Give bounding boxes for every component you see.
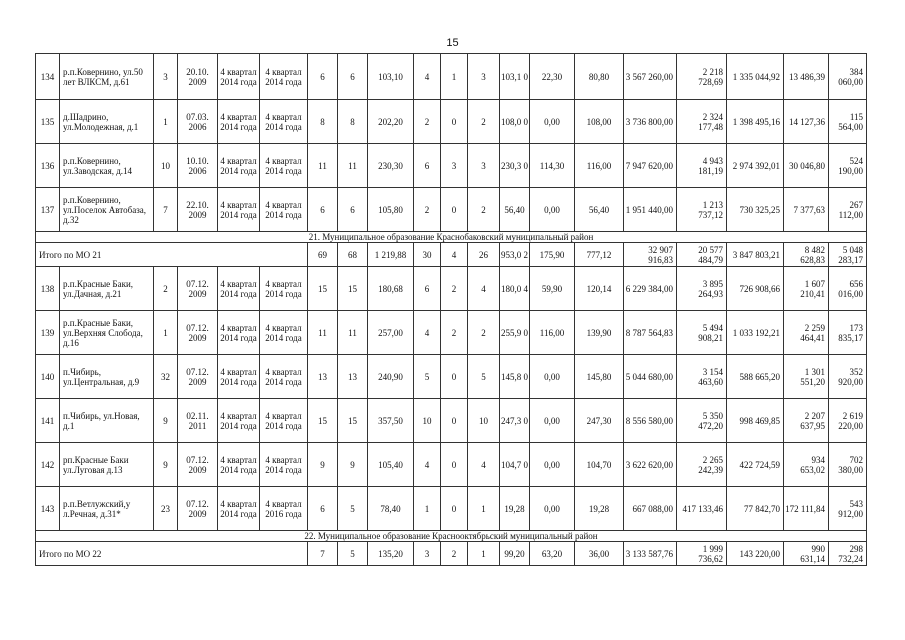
total-value-cell: 68 (338, 243, 368, 267)
value-cell: 56,40 (575, 188, 624, 232)
value-cell: 0 (441, 100, 468, 144)
value-cell: 0 (441, 188, 468, 232)
table-row (36, 188, 867, 232)
total-value-cell: 5 048 283,17 (829, 243, 867, 267)
value-cell: 2 (441, 267, 468, 311)
value-cell: 6 (308, 487, 338, 531)
date-cell: 07.12. 2009 (178, 267, 218, 311)
value-cell: 15 (308, 399, 338, 443)
section-title-row (36, 531, 867, 542)
value-cell: 6 (308, 188, 338, 232)
value-cell: 56,40 (500, 188, 530, 232)
cell: 1 (154, 100, 178, 144)
value-cell: 524 190,00 (829, 144, 867, 188)
value-cell: 5 (468, 355, 500, 399)
value-cell: 108,0 0 (500, 100, 530, 144)
date-cell: 20.10. 2009 (178, 54, 218, 100)
total-value-cell: 5 (338, 542, 368, 566)
value-cell: 0,00 (530, 487, 575, 531)
period-cell: 4 квартал 2014 года (260, 144, 308, 188)
value-cell: 4 (468, 443, 500, 487)
value-cell: 2 974 392,01 (727, 144, 784, 188)
cell: 1 (154, 311, 178, 355)
value-cell: 10 (468, 399, 500, 443)
value-cell: 2 (414, 188, 441, 232)
value-cell: 11 (308, 311, 338, 355)
period-cell: 4 квартал 2014 года (218, 100, 260, 144)
value-cell: 3 895 264,93 (677, 267, 727, 311)
value-cell: 2 324 177,48 (677, 100, 727, 144)
value-cell: 6 (414, 144, 441, 188)
total-row (36, 243, 867, 267)
value-cell: 2 (468, 100, 500, 144)
value-cell: 103,10 (368, 54, 414, 100)
value-cell: 180,68 (368, 267, 414, 311)
table-row (36, 54, 867, 100)
value-cell: 1 951 440,00 (624, 188, 677, 232)
value-cell: 417 133,46 (677, 487, 727, 531)
value-cell: 4 (414, 54, 441, 100)
address-cell: р.п.Ковернино, ул.50 лет ВЛКСМ, д.61 (60, 54, 154, 100)
value-cell: 105,80 (368, 188, 414, 232)
value-cell: 10 (414, 399, 441, 443)
value-cell: 4 (414, 311, 441, 355)
date-cell: 07.12. 2009 (178, 443, 218, 487)
row-number: 140 (36, 355, 60, 399)
value-cell: 2 (468, 311, 500, 355)
period-cell: 4 квартал 2014 года (260, 355, 308, 399)
value-cell: 6 (338, 188, 368, 232)
section-title: 22. Муниципальное образование Краснооктябрьский муниципальный район (36, 531, 867, 542)
date-cell: 02.11. 2011 (178, 399, 218, 443)
value-cell: 357,50 (368, 399, 414, 443)
value-cell: 5 494 908,21 (677, 311, 727, 355)
table-row (36, 311, 867, 355)
value-cell: 8 787 564,83 (624, 311, 677, 355)
value-cell: 202,20 (368, 100, 414, 144)
value-cell: 11 (338, 144, 368, 188)
value-cell: 13 (308, 355, 338, 399)
row-number: 137 (36, 188, 60, 232)
address-cell: р.п.Ковернино, ул.Заводская, д.14 (60, 144, 154, 188)
address-cell: рп.Красные Баки ул.Луговая д.13 (60, 443, 154, 487)
value-cell: 7 377,63 (784, 188, 829, 232)
value-cell: 15 (338, 399, 368, 443)
value-cell: 2 259 464,41 (784, 311, 829, 355)
period-cell: 4 квартал 2014 года (218, 399, 260, 443)
row-number: 141 (36, 399, 60, 443)
value-cell: 1 398 495,16 (727, 100, 784, 144)
cell: 2 (154, 267, 178, 311)
value-cell: 1 033 192,21 (727, 311, 784, 355)
value-cell: 0 (441, 355, 468, 399)
total-value-cell: 2 (441, 542, 468, 566)
value-cell: 19,28 (575, 487, 624, 531)
total-value-cell: 143 220,00 (727, 542, 784, 566)
period-cell: 4 квартал 2014 года (218, 355, 260, 399)
address-cell: д.Шадрино, ул.Молодежная, д.1 (60, 100, 154, 144)
value-cell: 230,3 0 (500, 144, 530, 188)
address-cell: п.Чибирь, ул.Центральная, д.9 (60, 355, 154, 399)
total-value-cell: 8 482 628,83 (784, 243, 829, 267)
total-value-cell: 777,12 (575, 243, 624, 267)
value-cell: 730 325,25 (727, 188, 784, 232)
value-cell: 104,7 0 (500, 443, 530, 487)
cell: 3 (154, 54, 178, 100)
total-row (36, 542, 867, 566)
value-cell: 998 469,85 (727, 399, 784, 443)
value-cell: 257,00 (368, 311, 414, 355)
value-cell: 352 920,00 (829, 355, 867, 399)
table-row (36, 100, 867, 144)
value-cell: 3 (441, 144, 468, 188)
table-row (36, 443, 867, 487)
value-cell: 30 046,80 (784, 144, 829, 188)
total-value-cell: 3 (414, 542, 441, 566)
period-cell: 4 квартал 2014 года (218, 487, 260, 531)
period-cell: 4 квартал 2014 года (218, 54, 260, 100)
value-cell: 3 567 260,00 (624, 54, 677, 100)
total-label: Итого по МО 21 (36, 243, 308, 267)
date-cell: 07.12. 2009 (178, 487, 218, 531)
cell: 10 (154, 144, 178, 188)
value-cell: 1 335 044,92 (727, 54, 784, 100)
section-title-row (36, 232, 867, 243)
value-cell: 3 736 800,00 (624, 100, 677, 144)
total-label: Итого по МО 22 (36, 542, 308, 566)
value-cell: 103,1 0 (500, 54, 530, 100)
value-cell: 4 (414, 443, 441, 487)
value-cell: 0 (441, 443, 468, 487)
value-cell: 240,90 (368, 355, 414, 399)
value-cell: 1 607 210,41 (784, 267, 829, 311)
period-cell: 4 квартал 2014 года (260, 54, 308, 100)
value-cell: 0,00 (530, 188, 575, 232)
value-cell: 77 842,70 (727, 487, 784, 531)
period-cell: 4 квартал 2014 года (218, 144, 260, 188)
total-value-cell: 135,20 (368, 542, 414, 566)
total-value-cell: 1 219,88 (368, 243, 414, 267)
value-cell: 114,30 (530, 144, 575, 188)
cell: 9 (154, 443, 178, 487)
total-value-cell: 26 (468, 243, 500, 267)
table-row (36, 267, 867, 311)
value-cell: 180,0 4 (500, 267, 530, 311)
value-cell: 1 (414, 487, 441, 531)
value-cell: 0,00 (530, 443, 575, 487)
section-title: 21. Муниципальное образование Краснобаковский муниципальный район (36, 232, 867, 243)
value-cell: 14 127,36 (784, 100, 829, 144)
value-cell: 4 (468, 267, 500, 311)
value-cell: 5 044 680,00 (624, 355, 677, 399)
table-row (36, 487, 867, 531)
value-cell: 255,9 0 (500, 311, 530, 355)
value-cell: 3 (468, 54, 500, 100)
value-cell: 120,14 (575, 267, 624, 311)
value-cell: 3 154 463,60 (677, 355, 727, 399)
page-number: 15 (446, 37, 459, 49)
total-value-cell: 32 907 916,83 (624, 243, 677, 267)
value-cell: 13 (338, 355, 368, 399)
value-cell: 1 (441, 54, 468, 100)
value-cell: 702 380,00 (829, 443, 867, 487)
total-value-cell: 990 631,14 (784, 542, 829, 566)
value-cell: 59,90 (530, 267, 575, 311)
address-cell: р.п.Ветлужский,у л.Речная, д.31* (60, 487, 154, 531)
value-cell: 0 (441, 399, 468, 443)
period-cell: 4 квартал 2014 года (260, 399, 308, 443)
period-cell: 4 квартал 2016 года (260, 487, 308, 531)
cell: 23 (154, 487, 178, 531)
cell: 9 (154, 399, 178, 443)
value-cell: 656 016,00 (829, 267, 867, 311)
date-cell: 22.10. 2009 (178, 188, 218, 232)
value-cell: 80,80 (575, 54, 624, 100)
address-cell: р.п.Ковернино, ул.Поселок Автобаза, д.32 (60, 188, 154, 232)
value-cell: 9 (308, 443, 338, 487)
period-cell: 4 квартал 2014 года (260, 443, 308, 487)
value-cell: 5 (338, 487, 368, 531)
value-cell: 4 943 181,19 (677, 144, 727, 188)
total-value-cell: 69 (308, 243, 338, 267)
row-number: 136 (36, 144, 60, 188)
value-cell: 6 229 384,00 (624, 267, 677, 311)
value-cell: 934 653,02 (784, 443, 829, 487)
value-cell: 247,3 0 (500, 399, 530, 443)
address-cell: р.п.Красные Баки, ул.Дачная, д.21 (60, 267, 154, 311)
value-cell: 8 (338, 100, 368, 144)
table-row (36, 399, 867, 443)
value-cell: 0,00 (530, 100, 575, 144)
table-body (36, 54, 867, 566)
value-cell: 105,40 (368, 443, 414, 487)
total-value-cell: 99,20 (500, 542, 530, 566)
value-cell: 0 (441, 487, 468, 531)
value-cell: 172 111,84 (784, 487, 829, 531)
value-cell: 22,30 (530, 54, 575, 100)
period-cell: 4 квартал 2014 года (218, 188, 260, 232)
value-cell: 11 (338, 311, 368, 355)
value-cell: 145,80 (575, 355, 624, 399)
value-cell: 247,30 (575, 399, 624, 443)
date-cell: 10.10. 2006 (178, 144, 218, 188)
table-row (36, 144, 867, 188)
period-cell: 4 квартал 2014 года (260, 100, 308, 144)
date-cell: 07.03. 2006 (178, 100, 218, 144)
value-cell: 2 619 220,00 (829, 399, 867, 443)
value-cell: 2 218 728,69 (677, 54, 727, 100)
value-cell: 116,00 (575, 144, 624, 188)
value-cell: 108,00 (575, 100, 624, 144)
cell: 7 (154, 188, 178, 232)
value-cell: 8 556 580,00 (624, 399, 677, 443)
total-value-cell: 3 847 803,21 (727, 243, 784, 267)
value-cell: 543 912,00 (829, 487, 867, 531)
cell: 32 (154, 355, 178, 399)
value-cell: 422 724,59 (727, 443, 784, 487)
value-cell: 8 (308, 100, 338, 144)
value-cell: 0,00 (530, 399, 575, 443)
value-cell: 5 350 472,20 (677, 399, 727, 443)
value-cell: 104,70 (575, 443, 624, 487)
value-cell: 173 835,17 (829, 311, 867, 355)
value-cell: 15 (308, 267, 338, 311)
row-number: 143 (36, 487, 60, 531)
value-cell: 2 (414, 100, 441, 144)
value-cell: 3 622 620,00 (624, 443, 677, 487)
address-cell: р.п.Красные Баки, ул.Верхняя Слобода, д.16 (60, 311, 154, 355)
total-value-cell: 20 577 484,79 (677, 243, 727, 267)
total-value-cell: 1 999 736,62 (677, 542, 727, 566)
date-cell: 07.12. 2009 (178, 311, 218, 355)
value-cell: 19,28 (500, 487, 530, 531)
value-cell: 116,00 (530, 311, 575, 355)
value-cell: 267 112,00 (829, 188, 867, 232)
row-number: 135 (36, 100, 60, 144)
housing-table (35, 53, 867, 566)
total-value-cell: 63,20 (530, 542, 575, 566)
value-cell: 9 (338, 443, 368, 487)
total-value-cell: 175,90 (530, 243, 575, 267)
row-number: 138 (36, 267, 60, 311)
value-cell: 2 265 242,39 (677, 443, 727, 487)
value-cell: 230,30 (368, 144, 414, 188)
value-cell: 1 301 551,20 (784, 355, 829, 399)
row-number: 139 (36, 311, 60, 355)
period-cell: 4 квартал 2014 года (218, 267, 260, 311)
value-cell: 2 207 637,95 (784, 399, 829, 443)
value-cell: 78,40 (368, 487, 414, 531)
value-cell: 667 088,00 (624, 487, 677, 531)
value-cell: 7 947 620,00 (624, 144, 677, 188)
value-cell: 6 (338, 54, 368, 100)
value-cell: 115 564,00 (829, 100, 867, 144)
value-cell: 588 665,20 (727, 355, 784, 399)
value-cell: 1 (468, 487, 500, 531)
value-cell: 11 (308, 144, 338, 188)
value-cell: 6 (414, 267, 441, 311)
total-value-cell: 953,0 2 (500, 243, 530, 267)
value-cell: 1 213 737,12 (677, 188, 727, 232)
period-cell: 4 квартал 2014 года (260, 311, 308, 355)
total-value-cell: 298 732,24 (829, 542, 867, 566)
period-cell: 4 квартал 2014 года (260, 267, 308, 311)
value-cell: 2 (441, 311, 468, 355)
total-value-cell: 36,00 (575, 542, 624, 566)
total-value-cell: 7 (308, 542, 338, 566)
table-row (36, 355, 867, 399)
total-value-cell: 30 (414, 243, 441, 267)
value-cell: 0,00 (530, 355, 575, 399)
period-cell: 4 квартал 2014 года (218, 443, 260, 487)
value-cell: 2 (468, 188, 500, 232)
value-cell: 15 (338, 267, 368, 311)
total-value-cell: 1 (468, 542, 500, 566)
period-cell: 4 квартал 2014 года (260, 188, 308, 232)
value-cell: 6 (308, 54, 338, 100)
value-cell: 139,90 (575, 311, 624, 355)
total-value-cell: 4 (441, 243, 468, 267)
date-cell: 07.12. 2009 (178, 355, 218, 399)
value-cell: 145,8 0 (500, 355, 530, 399)
address-cell: п.Чибирь, ул.Новая, д.1 (60, 399, 154, 443)
value-cell: 13 486,39 (784, 54, 829, 100)
value-cell: 726 908,66 (727, 267, 784, 311)
row-number: 142 (36, 443, 60, 487)
value-cell: 3 (468, 144, 500, 188)
period-cell: 4 квартал 2014 года (218, 311, 260, 355)
row-number: 134 (36, 54, 60, 100)
total-value-cell: 3 133 587,76 (624, 542, 677, 566)
value-cell: 5 (414, 355, 441, 399)
value-cell: 384 060,00 (829, 54, 867, 100)
